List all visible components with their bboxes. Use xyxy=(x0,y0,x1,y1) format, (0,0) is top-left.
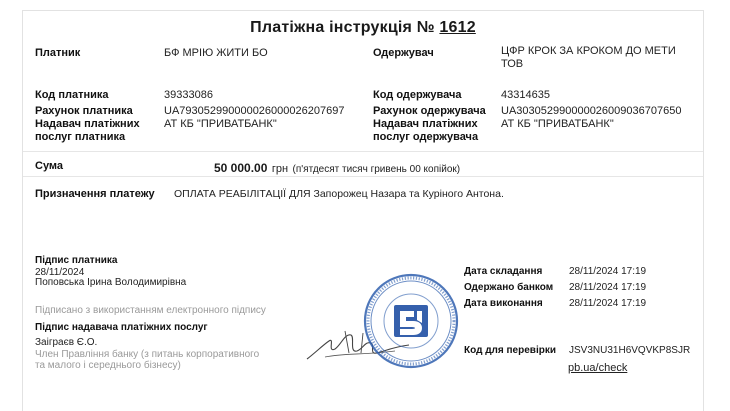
purpose-text: ОПЛАТА РЕАБІЛІТАЦІЇ ДЛЯ Запорожец Назара та Куріного Антона. xyxy=(174,188,504,200)
created-label: Дата складання xyxy=(464,266,543,277)
purpose-label: Призначення платежу xyxy=(35,188,155,200)
verification-link[interactable]: pb.ua/check xyxy=(568,362,628,374)
recipient-account-label: Рахунок одержувача xyxy=(373,105,486,117)
document-title xyxy=(23,19,703,37)
document-number: 1612 xyxy=(439,19,476,36)
received-date: 28/11/2024 17:19 xyxy=(569,282,647,293)
created-date: 28/11/2024 17:19 xyxy=(569,266,647,277)
divider xyxy=(23,151,703,152)
provider-sign-name: Заіграєв Є.О. xyxy=(35,337,98,348)
provider-sign-role-line2: та малого і середнього бізнесу) xyxy=(35,360,181,371)
bank-stamp-icon xyxy=(361,271,461,371)
title-prefix: Платіжна інструкція № xyxy=(250,19,435,36)
payer-account: UA793052990000026000026207697 xyxy=(164,105,345,117)
amount: 50 000.00 xyxy=(214,161,268,175)
payer-account-label: Рахунок платника xyxy=(35,105,133,117)
sum-label: Сума xyxy=(35,160,64,172)
received-label: Одержано банком xyxy=(464,282,554,293)
currency: грн xyxy=(271,163,289,175)
esign-note: Підписано з використанням електронного підпису xyxy=(35,305,266,316)
recipient-code-label: Код одержувача xyxy=(373,89,462,101)
payer-code: 39333086 xyxy=(164,89,213,101)
recipient-account: UA303052990000026009036707650 xyxy=(501,105,682,117)
recipient-provider-label-line2: послуг одержувача xyxy=(373,131,479,143)
payer-sign-date: 28/11/2024 xyxy=(35,267,85,278)
payer-sign-name: Поповська Ірина Володимирівна xyxy=(35,277,187,288)
divider xyxy=(23,176,703,177)
verification-code: JSV3NU31H6VQVKP8SJR xyxy=(569,345,691,356)
payer-provider-label-line2: послуг платника xyxy=(35,131,126,143)
payer-code-label: Код платника xyxy=(35,89,109,101)
payer-provider-label-line1: Надавач платіжних xyxy=(35,118,140,130)
provider-sign-label: Підпис надавача платіжних послуг xyxy=(35,322,208,333)
recipient-name-line1: ЦФР КРОК ЗА КРОКОМ ДО МЕТИ xyxy=(501,45,676,57)
recipient-label: Одержувач xyxy=(373,47,434,59)
executed-label: Дата виконання xyxy=(464,298,543,309)
payment-instruction-sheet xyxy=(22,10,704,411)
recipient-code: 43314635 xyxy=(501,89,550,101)
payer-label: Платник xyxy=(35,47,81,59)
recipient-provider-label-line1: Надавач платіжних xyxy=(373,118,478,130)
recipient-provider: АТ КБ "ПРИВАТБАНК" xyxy=(501,118,614,130)
payer-sign-label: Підпис платника xyxy=(35,255,118,266)
payer-name: БФ МРІЮ ЖИТИ БО xyxy=(164,47,268,59)
verification-label: Код для перевірки xyxy=(464,345,556,356)
executed-date: 28/11/2024 17:19 xyxy=(569,298,647,309)
recipient-name-line2: ТОВ xyxy=(501,58,524,70)
provider-sign-role-line1: Член Правління банку (з питань корпоративного xyxy=(35,349,260,360)
sum-value xyxy=(214,159,460,177)
amount-words: (п'ятдесят тисяч гривень 00 копійок) xyxy=(292,164,461,175)
payer-provider: АТ КБ "ПРИВАТБАНК" xyxy=(164,118,277,130)
